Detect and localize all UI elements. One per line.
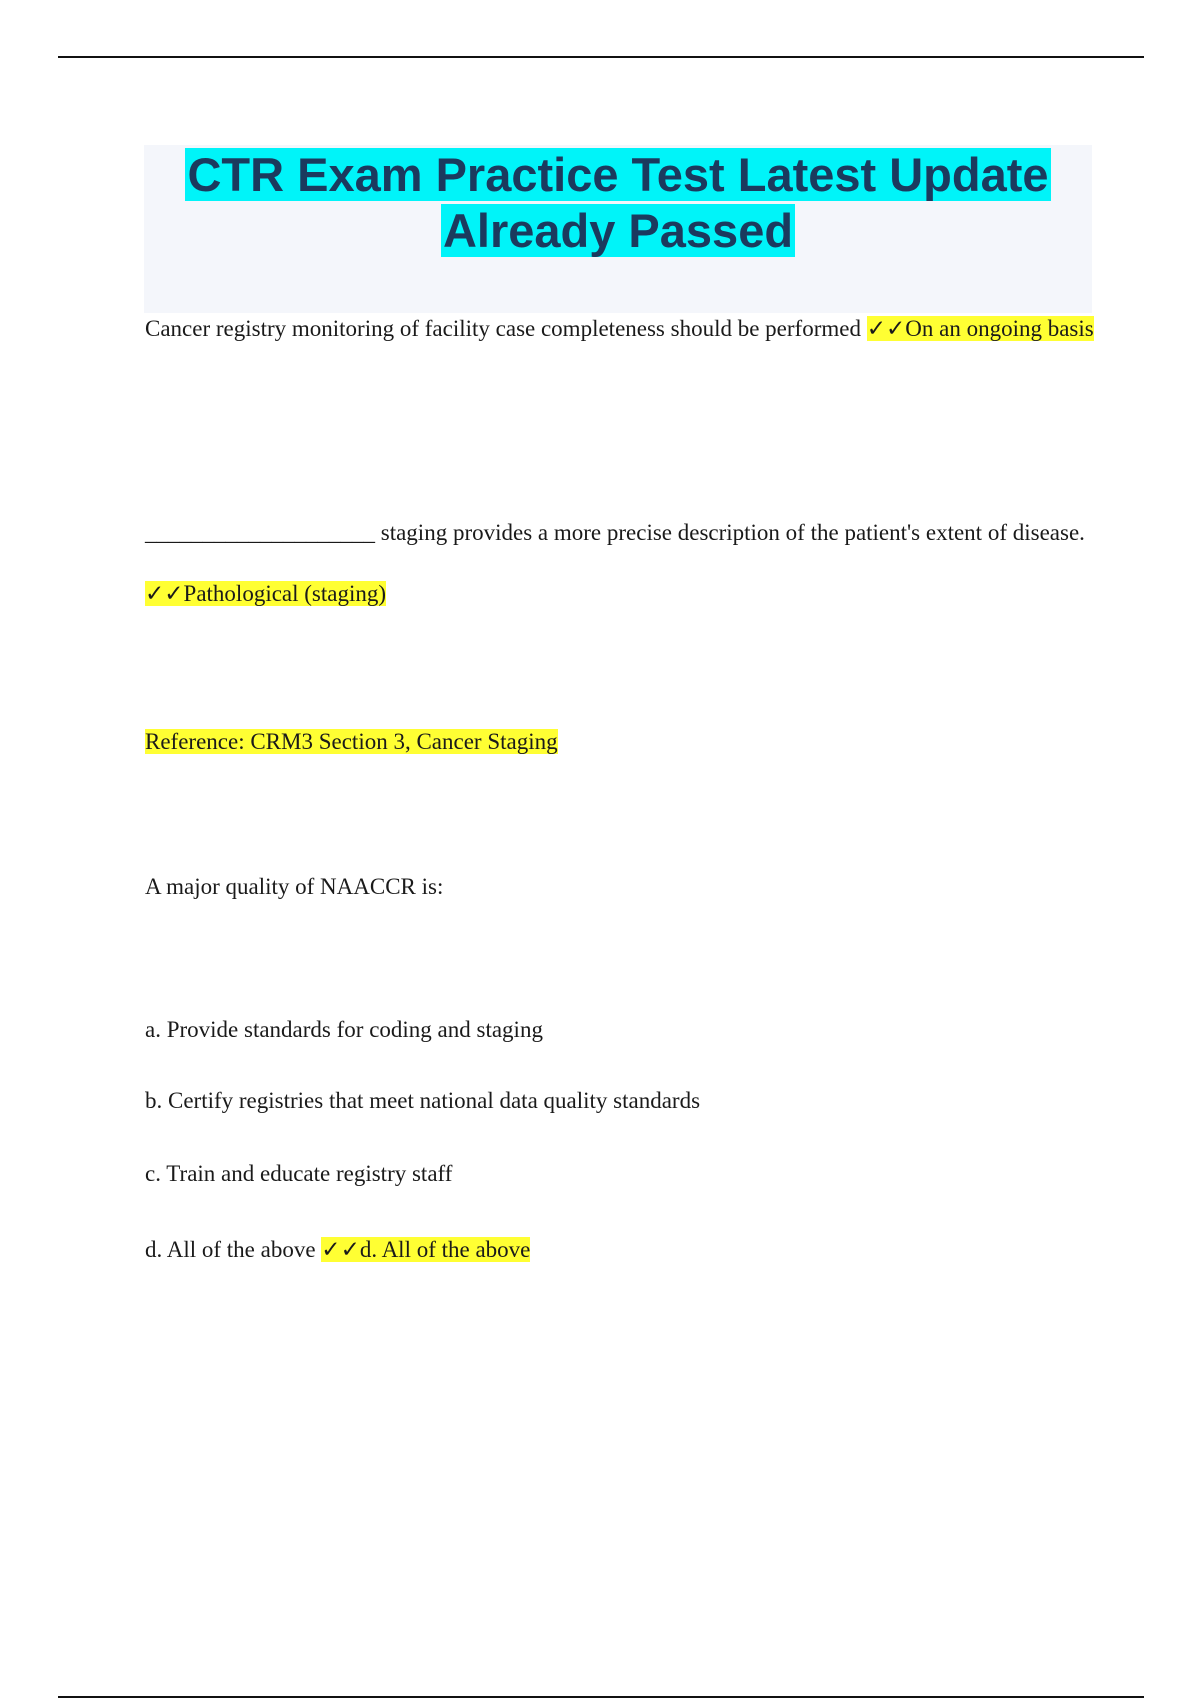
option-c xyxy=(145,1143,1095,1204)
option-a-text: a. Provide standards for coding and staging xyxy=(145,1017,543,1042)
answer-2: ✓✓Pathological (staging) xyxy=(145,581,387,606)
title-banner xyxy=(144,145,1092,313)
footer-rule xyxy=(58,1696,1144,1698)
answer-1: ✓✓On an ongoing basis xyxy=(866,316,1094,341)
header-rule xyxy=(58,56,1144,58)
answer-3: ✓✓d. All of the above xyxy=(321,1237,531,1262)
question-3 xyxy=(145,856,1095,917)
question-1-text: Cancer registry monitoring of facility case completeness should be performed xyxy=(145,316,861,341)
question-1 xyxy=(145,298,1095,359)
option-b-text: b. Certify registries that meet national data quality standards xyxy=(145,1088,701,1113)
option-a xyxy=(145,999,1095,1060)
option-d xyxy=(145,1219,1095,1280)
reference xyxy=(145,711,1095,772)
question-2 xyxy=(145,502,1095,624)
question-2-text: staging provides a more precise description of the patient's extent of disease. xyxy=(375,520,1085,545)
reference-text: Reference: CRM3 Section 3, Cancer Staging xyxy=(145,729,558,754)
title-line-1: CTR Exam Practice Test Latest Update xyxy=(187,148,1049,201)
title-line-2: Already Passed xyxy=(442,204,794,257)
option-b xyxy=(145,1070,1095,1131)
option-c-text: c. Train and educate registry staff xyxy=(145,1161,453,1186)
question-3-text: A major quality of NAACCR is: xyxy=(145,874,444,899)
option-d-text: d. All of the above xyxy=(145,1237,316,1262)
fill-in-blank: ____________________ xyxy=(145,520,375,545)
document-title xyxy=(144,145,1092,259)
